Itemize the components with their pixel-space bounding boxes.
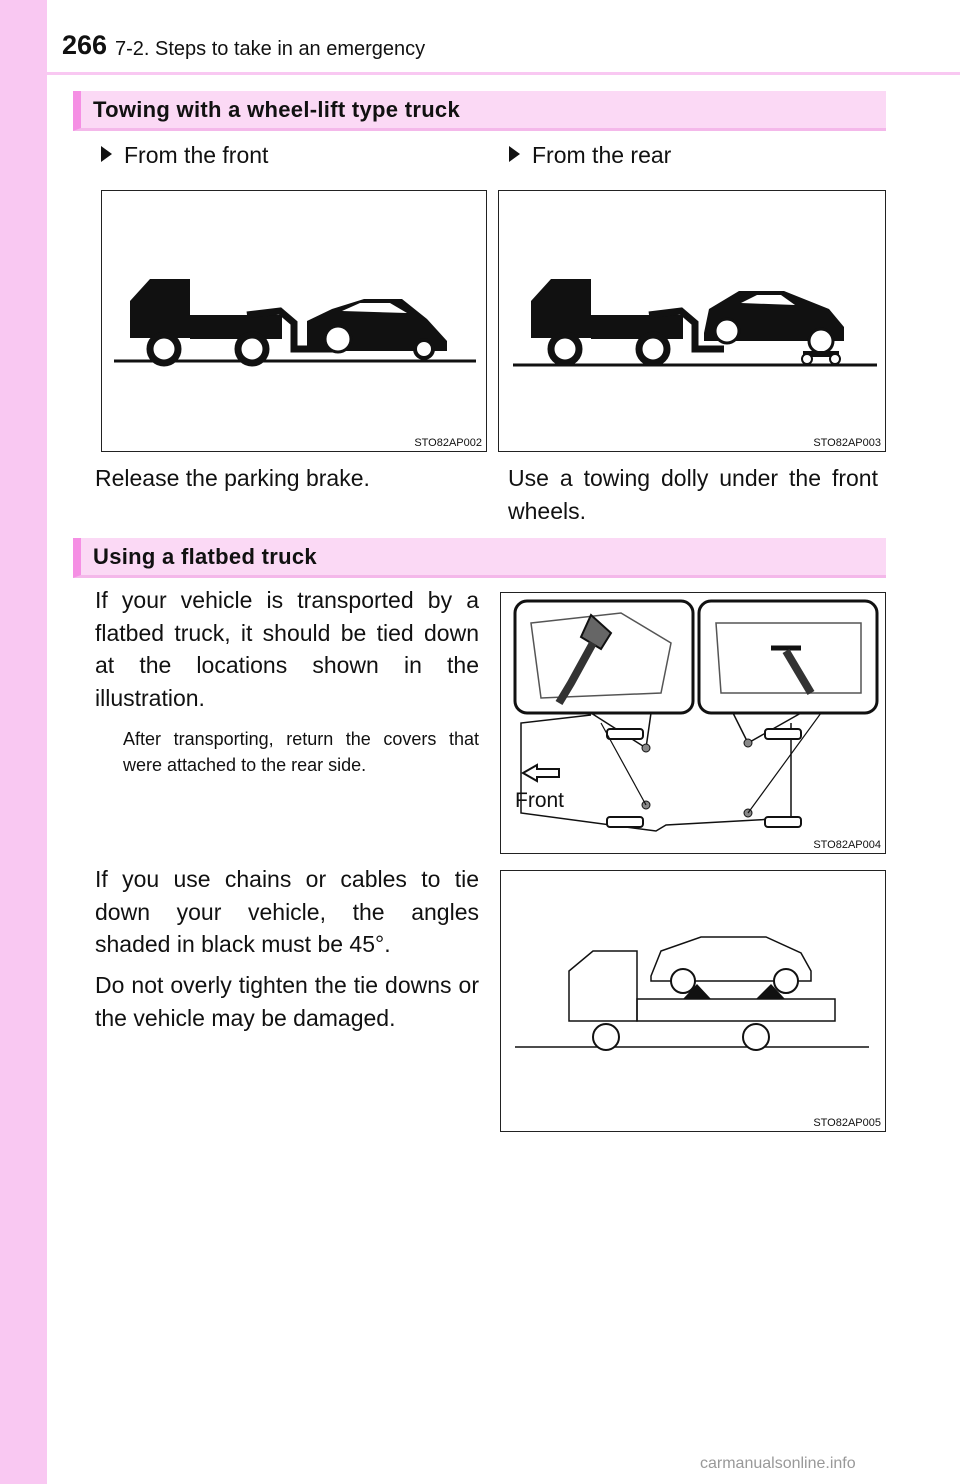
section-heading-wheel-lift <box>73 91 886 131</box>
triangle-bullet-icon <box>101 146 112 162</box>
chains-paragraph: If you use chains or cables to tie down your vehicle, the angles shaded in black must be 45°. <box>95 866 479 957</box>
wheel-lift-front-illustration <box>102 191 486 451</box>
page-number: 266 <box>62 30 108 60</box>
figure-tow-front <box>101 190 487 452</box>
header-rule <box>47 72 960 75</box>
front-instruction: Release the parking brake. <box>95 465 370 491</box>
wheel-lift-rear-illustration <box>499 191 885 451</box>
figure-code: STO82AP002 <box>414 437 482 449</box>
section-title: Using a flatbed truck <box>93 544 317 569</box>
caption-from-rear: From the rear <box>509 142 671 169</box>
tie-down-locations-illustration <box>501 593 885 853</box>
figure-code: STO82AP005 <box>813 1117 881 1129</box>
footer-watermark: carmanualsonline.info <box>700 1455 856 1472</box>
section-title: Towing with a wheel-lift type truck <box>93 97 461 122</box>
figure-tow-rear <box>498 190 886 452</box>
chapter-title: 7-2. Steps to take in an emergency <box>115 38 426 60</box>
front-arrow-icon <box>523 765 559 781</box>
flatbed-note: After transporting, return the covers that were attached to the rear side. <box>123 729 479 775</box>
section-heading-flatbed <box>73 538 886 578</box>
rear-instruction: Use a towing dolly under the front wheels. <box>508 465 878 524</box>
tighten-paragraph: Do not overly tighten the tie downs or the vehicle may be damaged. <box>95 972 479 1031</box>
page-sidebar <box>0 0 47 1484</box>
figure-code: STO82AP004 <box>813 839 881 851</box>
flatbed-truck-illustration <box>501 871 885 1131</box>
figure-code: STO82AP003 <box>813 437 881 449</box>
triangle-bullet-icon <box>509 146 520 162</box>
caption-from-front: From the front <box>101 142 268 169</box>
front-label: Front <box>515 789 565 812</box>
figure-flatbed-truck <box>500 870 886 1132</box>
flatbed-paragraph: If your vehicle is transported by a flatbed truck, it should be tied down at the locations shown in the illustration. <box>95 587 479 711</box>
figure-tie-down-locations <box>500 592 886 854</box>
